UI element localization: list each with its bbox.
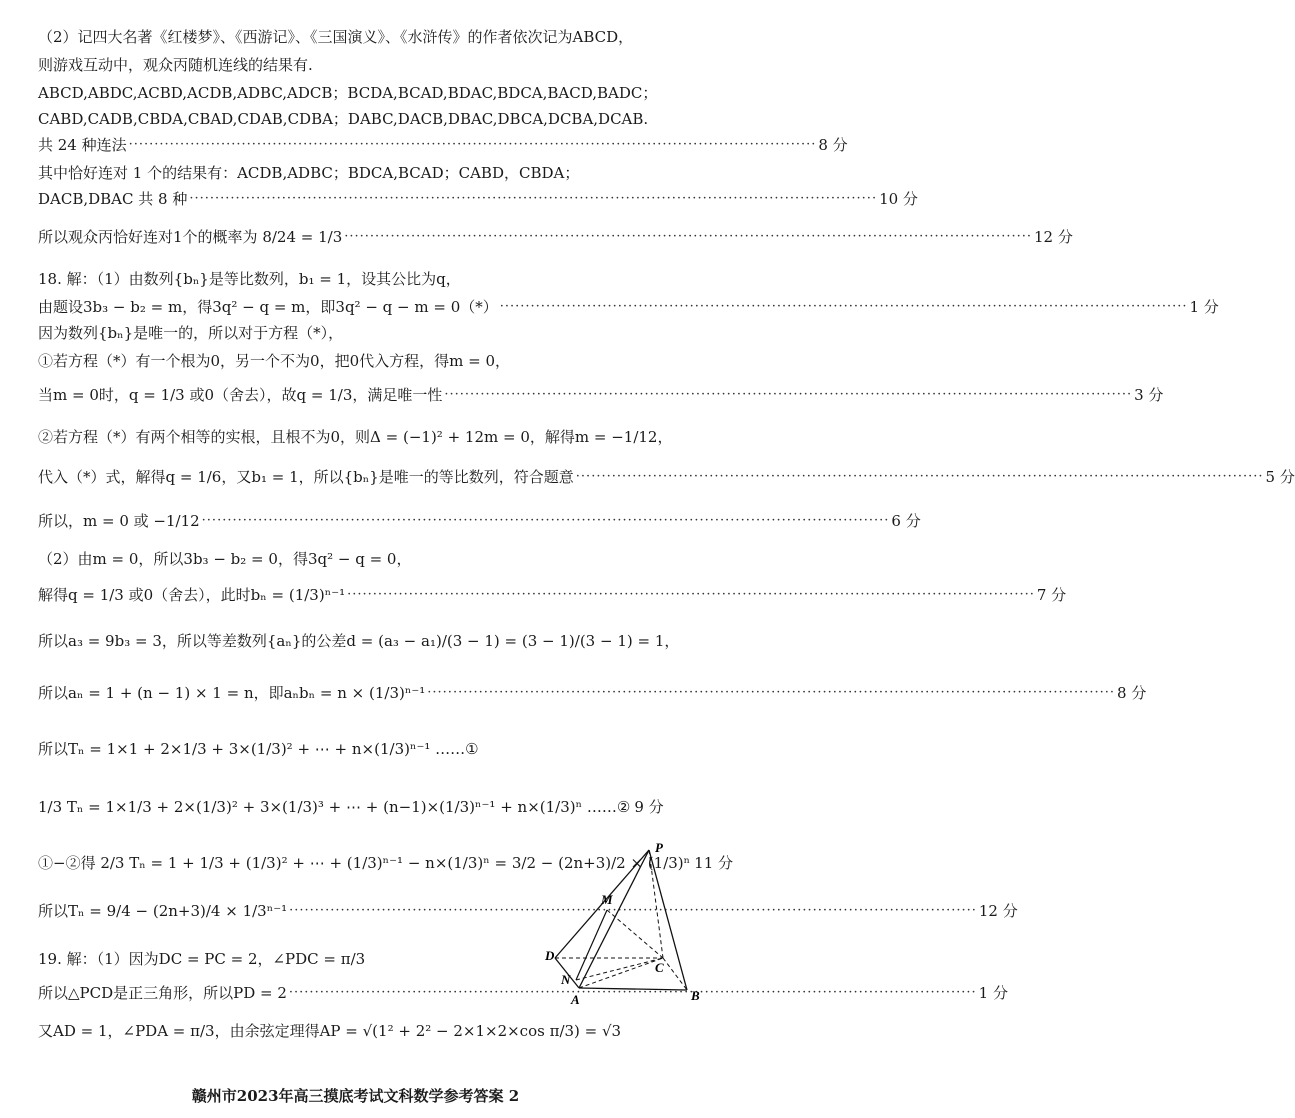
- score-label: 8 分: [818, 136, 848, 154]
- line-probability: 所以观众丙恰好连对1个的概率为 8/24 = 1/3 ····· 12 分: [38, 226, 661, 247]
- label-M: M: [601, 892, 613, 907]
- line-q19-cosine: 又AD = 1，∠PDA = π/3，由余弦定理得AP = √(1² + 2² − 2×1×2×cos π/3) = √3: [38, 1022, 622, 1040]
- line-an-formula: 所以aₙ = 1 + (n − 1) × 1 = n，即aₙbₙ = n × (1/3)ⁿ⁻¹ ····· 8 分: [38, 682, 661, 703]
- label-A: A: [571, 992, 580, 1007]
- line-tn-sum2: 1/3 Tₙ = 1×1/3 + 2×(1/3)² + 3×(1/3)³ + ⋯ + (n−1)×(1/3)ⁿ⁻¹ + n×(1/3)ⁿ ……② 9 分: [38, 797, 664, 816]
- score-label: 11 分: [694, 854, 734, 872]
- score-label: 10 分: [879, 190, 918, 208]
- score-label: 6 分: [891, 512, 921, 530]
- label-B: B: [691, 988, 700, 1003]
- line-m-values: 所以，m = 0 或 −1/12 ····· 6 分: [38, 510, 661, 531]
- line-q18-equation: 由题设3b₃ − b₂ = m，得3q² − q = m，即3q² − q − m = 0（*） ····· 1 分: [38, 296, 661, 317]
- line-case2-result: 代入（*）式，解得q = 1/6，又b₁ = 1，所以{bₙ}是唯一的等比数列，符合题意 ····· 5 分: [38, 466, 661, 487]
- leader-dots: [347, 587, 1035, 602]
- line-part2-intro: （2）记四大名著《红楼梦》、《西游记》、《三国演义》、《水浒传》的作者依次记为ABCD，: [38, 28, 634, 46]
- line-total-24: 共 24 种连法 ····· 8 分: [38, 134, 661, 155]
- label-N: N: [561, 972, 571, 987]
- edge-MN: [576, 910, 607, 980]
- line-permutations-cd: CABD,CADB,CBDA,CBAD,CDAB,CDBA；DABC,DACB,DBAC,DBCA,DCBA,DCAB.: [38, 110, 649, 128]
- score-label: 8 分: [1117, 684, 1147, 702]
- line-case1-result: 当m = 0时，q = 1/3 或0（舍去），故q = 1/3，满足唯一性 ····· 3 分: [38, 384, 661, 405]
- page-footer: 赣州市2023年高三摸底考试文科数学参考答案 2: [191, 1087, 520, 1105]
- score-label: 3 分: [1134, 386, 1164, 404]
- score-label: 12 分: [978, 902, 1018, 920]
- leader-dots: [189, 191, 877, 206]
- score-label: 9 分: [634, 798, 664, 816]
- label-P: P: [655, 840, 663, 855]
- line-subtract: ①−②得 2/3 Tₙ = 1 + 1/3 + (1/3)² + ⋯ + (1/3)ⁿ⁻¹ − n×(1/3)ⁿ = 3/2 − (2n+3)/2 × (1/3)ⁿ 11 分: [38, 854, 734, 872]
- score-label: 5 分: [1265, 468, 1295, 486]
- line-exactly-one: 其中恰好连对 1 个的结果有：ACDB,ADBC；BDCA,BCAD；CABD，CBDA；: [38, 164, 580, 182]
- leader-dots: [427, 685, 1115, 700]
- line-tn-result: 所以Tₙ = 9/4 − (2n+3)/4 × 1/3ⁿ⁻¹ ····· 12 分: [38, 900, 481, 921]
- score-label: 12 分: [1033, 228, 1073, 246]
- line-permutations-ab: ABCD,ABDC,ACBD,ACDB,ADBC,ADCB；BCDA,BCAD,BDAC,BDCA,BACD,BADC；: [38, 84, 658, 102]
- line-q18-unique: 因为数列{bₙ}是唯一的，所以对于方程（*），: [38, 324, 344, 342]
- leader-dots: [202, 513, 890, 528]
- line-common-difference: 所以a₃ = 9b₃ = 3，所以等差数列{aₙ}的公差d = (a₃ − a₁)/(3 − 1) = (3 − 1)/(3 − 1) = 1，: [38, 632, 680, 650]
- score-label: 7 分: [1036, 586, 1067, 604]
- leader-dots: [500, 299, 1188, 314]
- line-part2-start: （2）由m = 0，所以3b₃ − b₂ = 0，得3q² − q = 0，: [38, 550, 412, 568]
- label-D: D: [545, 948, 555, 963]
- line-q18-intro: 18. 解：（1）由数列{bₙ}是等比数列，b₁ = 1，设其公比为q，: [38, 270, 461, 288]
- line-case2: ②若方程（*）有两个相等的实根，且根不为0，则Δ = (−1)² + 12m = 0，解得m = −1/12，: [38, 428, 673, 446]
- leader-dots: [576, 469, 1264, 484]
- leader-dots: [344, 229, 1032, 244]
- edge-PC: [649, 850, 663, 958]
- score-label: 1 分: [1189, 298, 1219, 316]
- leader-dots: [129, 137, 817, 152]
- edge-AB: [579, 988, 687, 990]
- label-C: C: [655, 960, 664, 975]
- line-case1: ①若方程（*）有一个根为0，另一个不为0，把0代入方程，得m = 0，: [38, 352, 511, 370]
- line-audience-results: 则游戏互动中，观众丙随机连线的结果有.: [38, 56, 313, 74]
- line-bn-formula: 解得q = 1/3 或0（舍去），此时bₙ = (1/3)ⁿ⁻¹ ····· 7 分: [38, 584, 661, 605]
- line-q19-intro: 19. 解：（1）因为DC = PC = 2，∠PDC = π/3: [38, 950, 366, 968]
- leader-dots: [444, 387, 1132, 402]
- score-label: 1 分: [978, 984, 1008, 1002]
- pyramid-figure: [545, 838, 711, 1010]
- line-q19-triangle: 所以△PCD是正三角形，所以PD = 2 ····· 1 分: [38, 982, 531, 1003]
- line-tn-sum1: 所以Tₙ = 1×1 + 2×1/3 + 3×(1/3)² + ⋯ + n×(1/3)ⁿ⁻¹ ……①: [38, 740, 479, 758]
- edge-CB: [663, 958, 687, 990]
- line-total-8: DACB,DBAC 共 8 种 ····· 10 分: [38, 188, 661, 209]
